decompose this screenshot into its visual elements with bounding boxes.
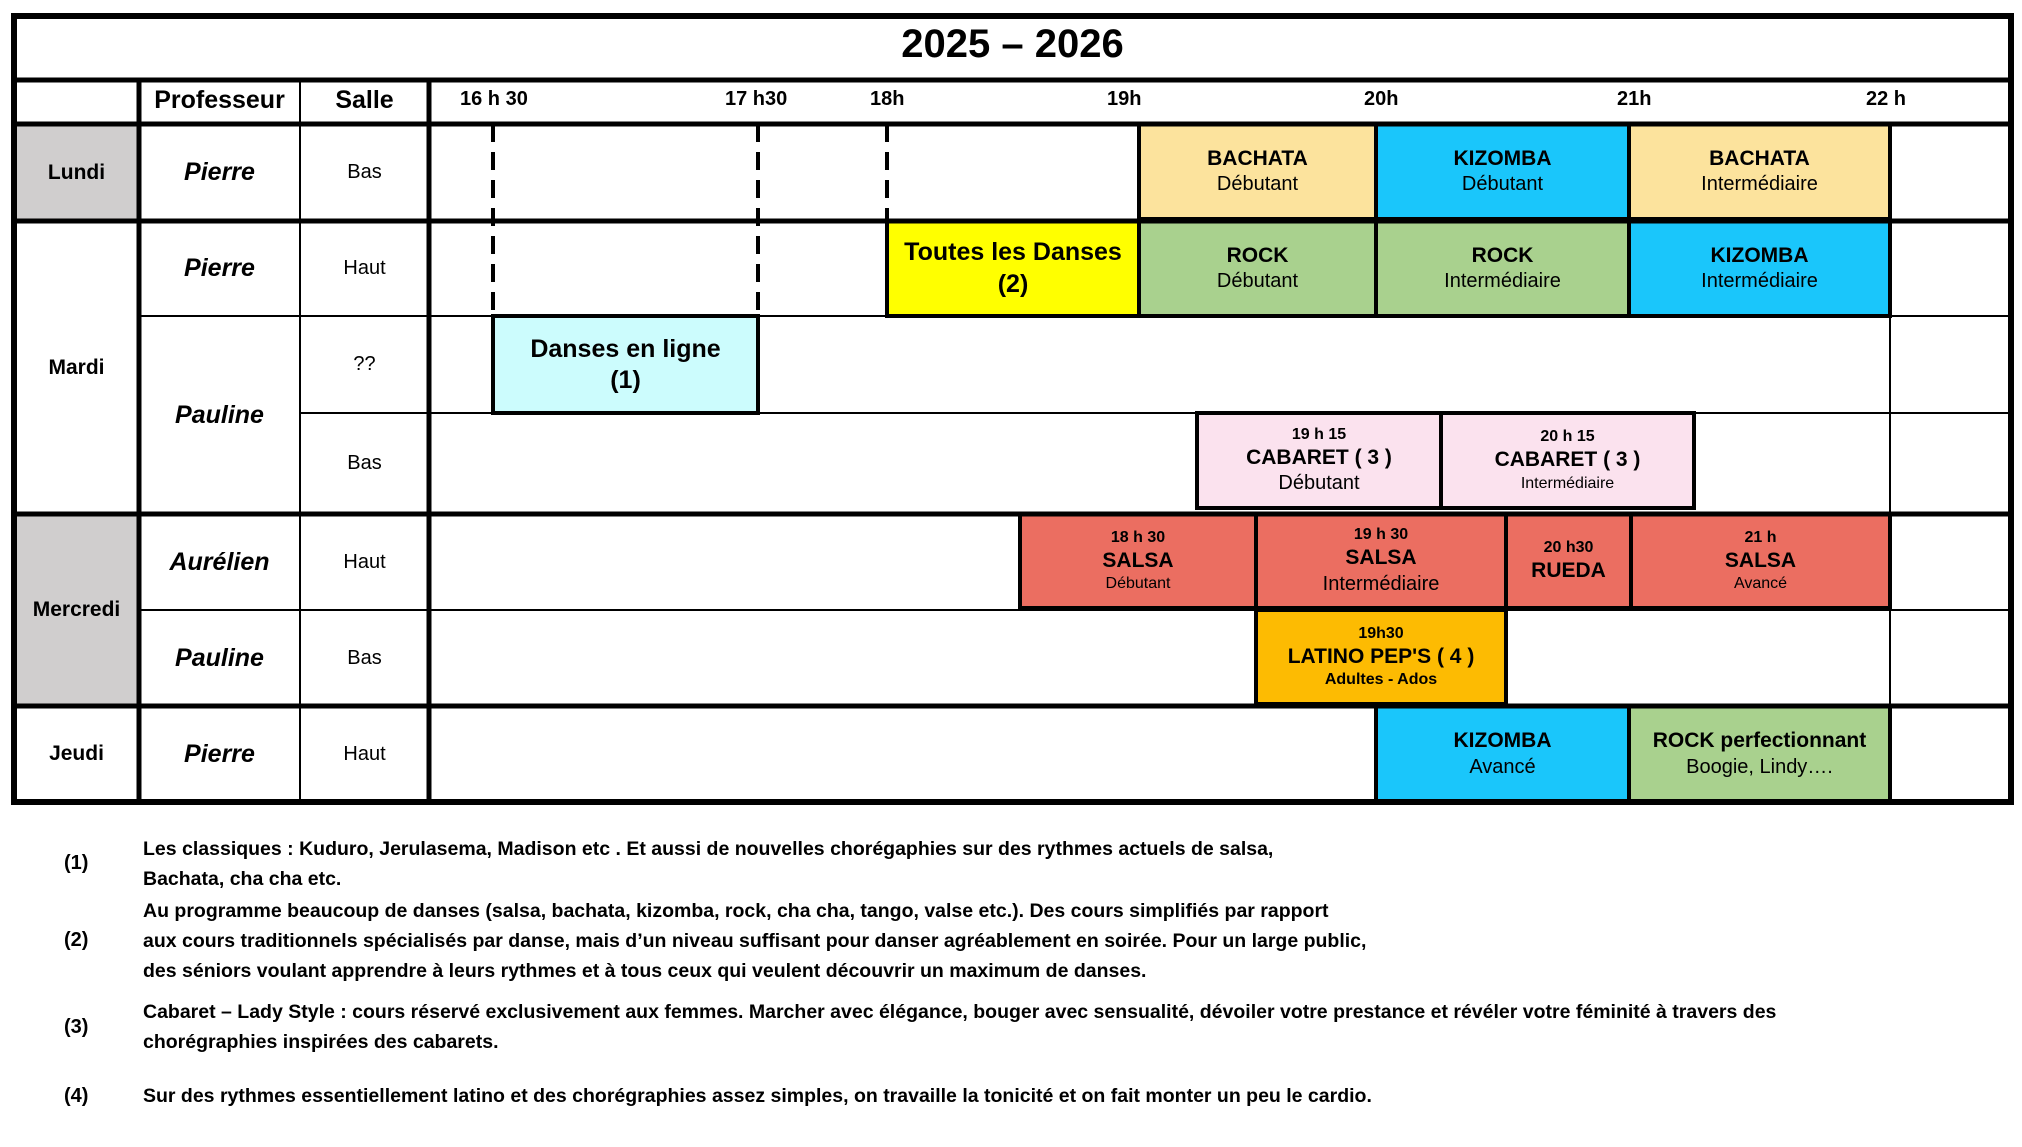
course-name: KIZOMBA — [1453, 729, 1552, 753]
course-name: LATINO PEP'S ( 4 ) — [1287, 644, 1475, 668]
header-room: Salle — [335, 86, 394, 114]
course-footnote-ref: (1) — [610, 366, 641, 394]
course-name: CABARET ( 3 ) — [1246, 445, 1392, 469]
course-time: 18 h 30 — [1110, 528, 1166, 546]
professor-mardi-2: Pauline — [175, 400, 264, 429]
course-name: KIZOMBA — [1453, 146, 1552, 170]
day-lundi: Lundi — [47, 160, 106, 184]
course-level: Avancé — [1733, 575, 1788, 593]
course-footnote-ref: (2) — [997, 269, 1029, 298]
room-lundi: Bas — [347, 161, 382, 183]
footnote-line: Bachata, cha cha etc. — [143, 868, 342, 890]
footnote-number-3: (3) — [64, 1016, 89, 1038]
course-level: Intermédiaire — [1444, 270, 1561, 293]
course-level: Adultes - Ados — [1324, 671, 1438, 689]
room-mardi-3: Bas — [347, 452, 382, 474]
course-level: Débutant — [1278, 472, 1360, 495]
course-level: Débutant — [1216, 173, 1299, 196]
footnote-line: Cabaret – Lady Style : cours réservé exclusivement aux femmes. Marcher avec élégance, bouger avec sensualité, dévoiler votre prestance et révéler votre féminité à travers des — [143, 1001, 1777, 1023]
footnote-number-4: (4) — [64, 1085, 89, 1107]
professor-mercredi-2: Pauline — [175, 643, 264, 672]
room-mardi-2: ?? — [353, 353, 376, 375]
time-tick-19: 19h — [1107, 88, 1142, 110]
room-mercredi-2: Bas — [347, 646, 382, 669]
room-mercredi-1: Haut — [343, 550, 386, 573]
day-jeudi: Jeudi — [49, 742, 104, 765]
course-name: SALSA — [1724, 548, 1797, 572]
course-level: Débutant — [1105, 575, 1171, 593]
course-time: 20 h 15 — [1540, 428, 1595, 446]
course-level: Intermédiaire — [1701, 270, 1818, 293]
footnote-text-4 — [143, 1081, 1372, 1111]
course-name: BACHATA — [1709, 146, 1810, 170]
course-level: Débutant — [1461, 173, 1544, 196]
professor-jeudi: Pierre — [184, 739, 255, 768]
course-name: BACHATA — [1207, 146, 1308, 170]
course-name: ROCK perfectionnant — [1652, 729, 1867, 753]
footnote-line: Au programme beaucoup de danses (salsa, bachata, kizomba, rock, cha cha, tango, valse etc.). Des cours simplifiés par rapport — [143, 900, 1329, 922]
footnote-line: aux cours traditionnels spécialisés par danse, mais d’un niveau suffisant pour danser agréablement en soirée. Pour un large public, — [143, 930, 1367, 952]
schedule-title: 2025 – 2026 — [901, 22, 1124, 66]
time-tick-1630: 16 h 30 — [460, 88, 528, 110]
course-time: 19 h 15 — [1291, 425, 1347, 443]
course-name: Toutes les Danses — [904, 238, 1122, 267]
time-tick-20: 20h — [1364, 88, 1399, 110]
professor-mercredi-1: Aurélien — [169, 547, 270, 576]
footnote-line: des séniors voulant apprendre à leurs rythmes et à tous ceux qui veulent découvrir un maximum de danses. — [143, 960, 1147, 982]
day-mardi: Mardi — [48, 355, 105, 379]
course-name: SALSA — [1345, 546, 1417, 570]
course-name: CABARET ( 3 ) — [1494, 448, 1641, 472]
time-tick-1730: 17 h30 — [725, 88, 788, 110]
course-level: Avancé — [1469, 755, 1536, 778]
professor-lundi: Pierre — [184, 158, 255, 186]
course-time: 19h30 — [1358, 624, 1404, 642]
course-name: ROCK — [1226, 243, 1289, 267]
course-level: Débutant — [1216, 270, 1299, 293]
time-tick-21: 21h — [1617, 88, 1652, 110]
footnote-number-1: (1) — [64, 852, 89, 874]
course-level: Boogie, Lindy…. — [1686, 755, 1833, 778]
course-name: Danses en ligne — [530, 334, 721, 363]
footnote-text-1 — [143, 834, 1273, 894]
time-tick-22: 22 h — [1866, 88, 1907, 110]
course-name: KIZOMBA — [1710, 243, 1809, 267]
room-jeudi: Haut — [343, 742, 386, 765]
footnote-text-3 — [143, 997, 1776, 1057]
header-professor: Professeur — [154, 86, 285, 114]
course-time: 19 h 30 — [1353, 526, 1409, 544]
professor-mardi-1: Pierre — [184, 254, 255, 282]
footnote-text-2 — [143, 896, 1366, 986]
footnote-line: chorégraphies inspirées des cabarets. — [143, 1031, 499, 1053]
course-name: ROCK — [1471, 243, 1534, 267]
course-name: SALSA — [1102, 548, 1174, 572]
course-level: Intermédiaire — [1322, 572, 1440, 595]
course-time: 20 h30 — [1543, 538, 1594, 556]
footnote-line: Sur des rythmes essentiellement latino et des chorégraphies assez simples, on travaille la tonicité et on fait monter un peu le cardio. — [143, 1085, 1372, 1107]
room-mardi-1: Haut — [343, 257, 386, 279]
course-time: 21 h — [1744, 528, 1777, 546]
day-mercredi: Mercredi — [32, 598, 121, 621]
footnote-line: Les classiques : Kuduro, Jerulasema, Madison etc . Et aussi de nouvelles chorégaphies sur des rythmes actuels de salsa, — [143, 838, 1274, 860]
course-level: Intermédiaire — [1701, 173, 1818, 196]
footnote-number-2: (2) — [64, 929, 89, 951]
time-tick-18: 18h — [870, 88, 905, 110]
course-level: Intermédiaire — [1520, 474, 1615, 492]
course-name: RUEDA — [1531, 558, 1606, 582]
